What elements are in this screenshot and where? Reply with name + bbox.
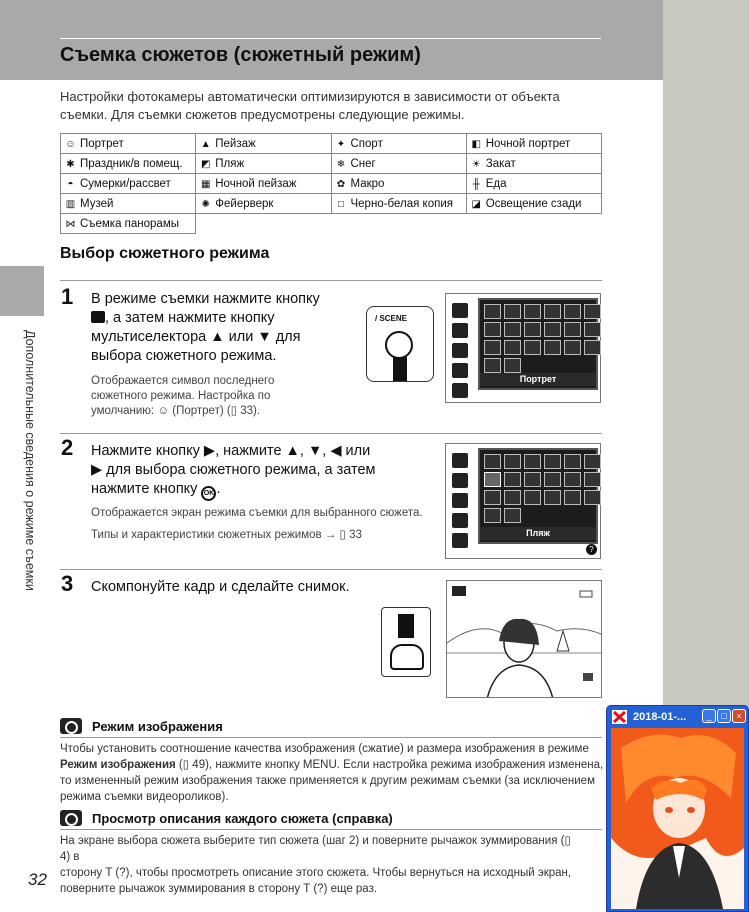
side-tab xyxy=(0,266,44,316)
mode-cell: ✺ Фейерверк xyxy=(196,194,331,214)
ok-button-icon: OK xyxy=(201,486,216,501)
finger-icon xyxy=(390,644,424,670)
dusk-icon: ◓ xyxy=(67,178,74,190)
press-arrow-icon xyxy=(393,357,407,381)
book-icon: ▯ xyxy=(339,529,346,541)
camera-live-view xyxy=(446,580,602,698)
note-body: Чтобы установить соотношение качества изображения (сжатие) и размера изображения в режиме Режим изображения (▯ 49), нажмите кнопку MENU. Если настройка режима изображения изменена, то измененный режим изображения также применяется к другим режимам съемки (за исключением режима съемки видеороликов). xyxy=(60,743,604,803)
camera-screen-2 xyxy=(445,443,601,559)
side-label: Дополнительные сведения о режиме съемки xyxy=(23,330,37,591)
note-divider xyxy=(60,829,602,830)
scene-menu-screen xyxy=(478,298,598,390)
mode-cell: ▥ Музей xyxy=(61,194,196,214)
mode-cell: ◧ Ночной портрет xyxy=(466,134,601,154)
shutter-press-illustration xyxy=(381,607,431,677)
note-icon xyxy=(60,810,82,826)
close-button[interactable]: × xyxy=(732,709,746,723)
anime-artwork xyxy=(611,728,744,909)
bw-copy-icon: □ xyxy=(337,198,345,210)
portrait-icon: ☺ xyxy=(157,405,170,417)
portrait-icon: ☺ xyxy=(65,138,76,150)
step-number: 1 xyxy=(61,284,74,309)
camera-back-illustration xyxy=(366,306,434,382)
backlight-icon: ◪ xyxy=(471,198,481,210)
step-1-note: Отображается символ последнего сюжетного режима. Настройка по умолчанию: ☺ (Портрет) (▯ 33). xyxy=(91,375,275,417)
down-arrow-icon xyxy=(398,614,414,638)
scene-menu-screen xyxy=(478,448,598,544)
mode-cell: ☺ Портрет xyxy=(61,134,196,154)
night-portrait-icon: ◧ xyxy=(471,138,481,150)
note-icon xyxy=(60,718,82,734)
note-title: Режим изображения xyxy=(92,719,223,734)
divider xyxy=(60,433,602,434)
book-icon: ▯ xyxy=(564,835,571,847)
scene-button-label: / SCENE xyxy=(375,314,408,323)
book-icon: ▯ xyxy=(182,759,190,771)
mode-cell: ◓ Сумерки/рассвет xyxy=(61,174,196,194)
snow-icon: ❄ xyxy=(336,158,346,170)
window-title: 2018-01-... xyxy=(633,711,687,723)
step-3-text: Скомпонуйте кадр и сделайте снимок. xyxy=(91,579,350,595)
night-landscape-icon: ▦ xyxy=(201,178,211,190)
sport-icon: ✦ xyxy=(336,138,346,150)
step-number: 2 xyxy=(61,435,74,460)
mode-cell: ☀ Закат xyxy=(466,154,601,174)
mode-cell: ✿ Макро xyxy=(331,174,466,194)
maximize-button[interactable]: □ xyxy=(717,709,731,723)
help-icon: ? xyxy=(586,544,597,555)
help-icon: ? xyxy=(119,867,126,879)
photo-scene-illustration xyxy=(447,581,602,698)
mode-cell: ✦ Спорт xyxy=(331,134,466,154)
step-2-text: Нажмите кнопку ▶, нажмите ▲, ▼, ◀ или ▶ для выбора сюжетного режима, а затем нажмите кнопку OK . xyxy=(91,442,376,501)
section-title: Выбор сюжетного режима xyxy=(60,245,270,262)
food-icon: ╫ xyxy=(472,178,480,190)
page-number: 32 xyxy=(28,870,47,889)
header-band xyxy=(0,0,663,80)
camera-button-icon xyxy=(91,311,105,323)
selected-scene-label: Пляж xyxy=(480,527,596,540)
sunset-icon: ☀ xyxy=(471,158,481,170)
mode-cell: ╫ Еда xyxy=(466,174,601,194)
intro-text: Настройки фотокамеры автоматически оптимизируются в зависимости от объекта съемки. Для съемки сюжетов предусмотрены следующие режимы. xyxy=(60,89,560,122)
note-body: На экране выбора сюжета выберите тип сюжета (шаг 2) и поверните рычажок зуммирования (▯ 4) в сторону T (?), чтобы просмотреть описание этого сюжета. Чтобы вернуться на исходный экран, поверните рычажок зуммирования в сторону T (?) еще раз. xyxy=(60,835,572,895)
fireworks-icon: ✺ xyxy=(201,198,210,210)
camera-screen-1 xyxy=(445,293,601,403)
mode-rail xyxy=(450,298,473,403)
mode-cell: ✱ Праздник/в помещ. xyxy=(61,154,196,174)
mode-cell: ▲ Пейзаж xyxy=(196,134,331,154)
beach-icon: ◩ xyxy=(201,158,211,170)
macro-icon: ✿ xyxy=(336,178,346,190)
mode-cell: ⋈ Съемка панорамы xyxy=(61,214,196,234)
scene-modes-table xyxy=(60,133,602,234)
mode-cell: ◩ Пляж xyxy=(196,154,331,174)
mode-cell: ❄ Снег xyxy=(331,154,466,174)
step-number: 3 xyxy=(61,571,74,596)
page-title: Съемка сюжетов (сюжетный режим) xyxy=(60,44,421,66)
panorama-icon: ⋈ xyxy=(65,218,76,230)
party-icon: ✱ xyxy=(66,158,75,170)
note-divider xyxy=(60,737,602,738)
minimize-button[interactable]: _ xyxy=(702,709,716,723)
mode-cell: ▦ Ночной пейзаж xyxy=(196,174,331,194)
note-title: Просмотр описания каждого сюжета (справка) xyxy=(92,811,393,826)
mode-cell: ◪ Освещение сзади xyxy=(466,194,601,214)
divider xyxy=(60,569,602,570)
divider xyxy=(60,280,602,281)
shooting-button xyxy=(385,331,413,359)
overlay-window[interactable] xyxy=(606,705,749,912)
selected-scene-label: Портрет xyxy=(480,373,596,386)
mode-cell: □ Черно-белая копия xyxy=(331,194,466,214)
mode-rail xyxy=(450,448,473,553)
book-icon: ▯ xyxy=(230,405,238,417)
landscape-icon: ▲ xyxy=(200,138,211,150)
museum-icon: ▥ xyxy=(65,198,76,210)
help-icon: ? xyxy=(317,883,324,895)
step-1-text: В режиме съемки нажмите кнопку , а затем нажмите кнопку мультиселектора ▲ или ▼ для выбора сюжетного режима. xyxy=(91,291,320,364)
step-2-note: Отображается экран режима съемки для выбранного сюжета. Типы и характеристики сюжетных режимов → ▯ 33 xyxy=(91,507,423,541)
